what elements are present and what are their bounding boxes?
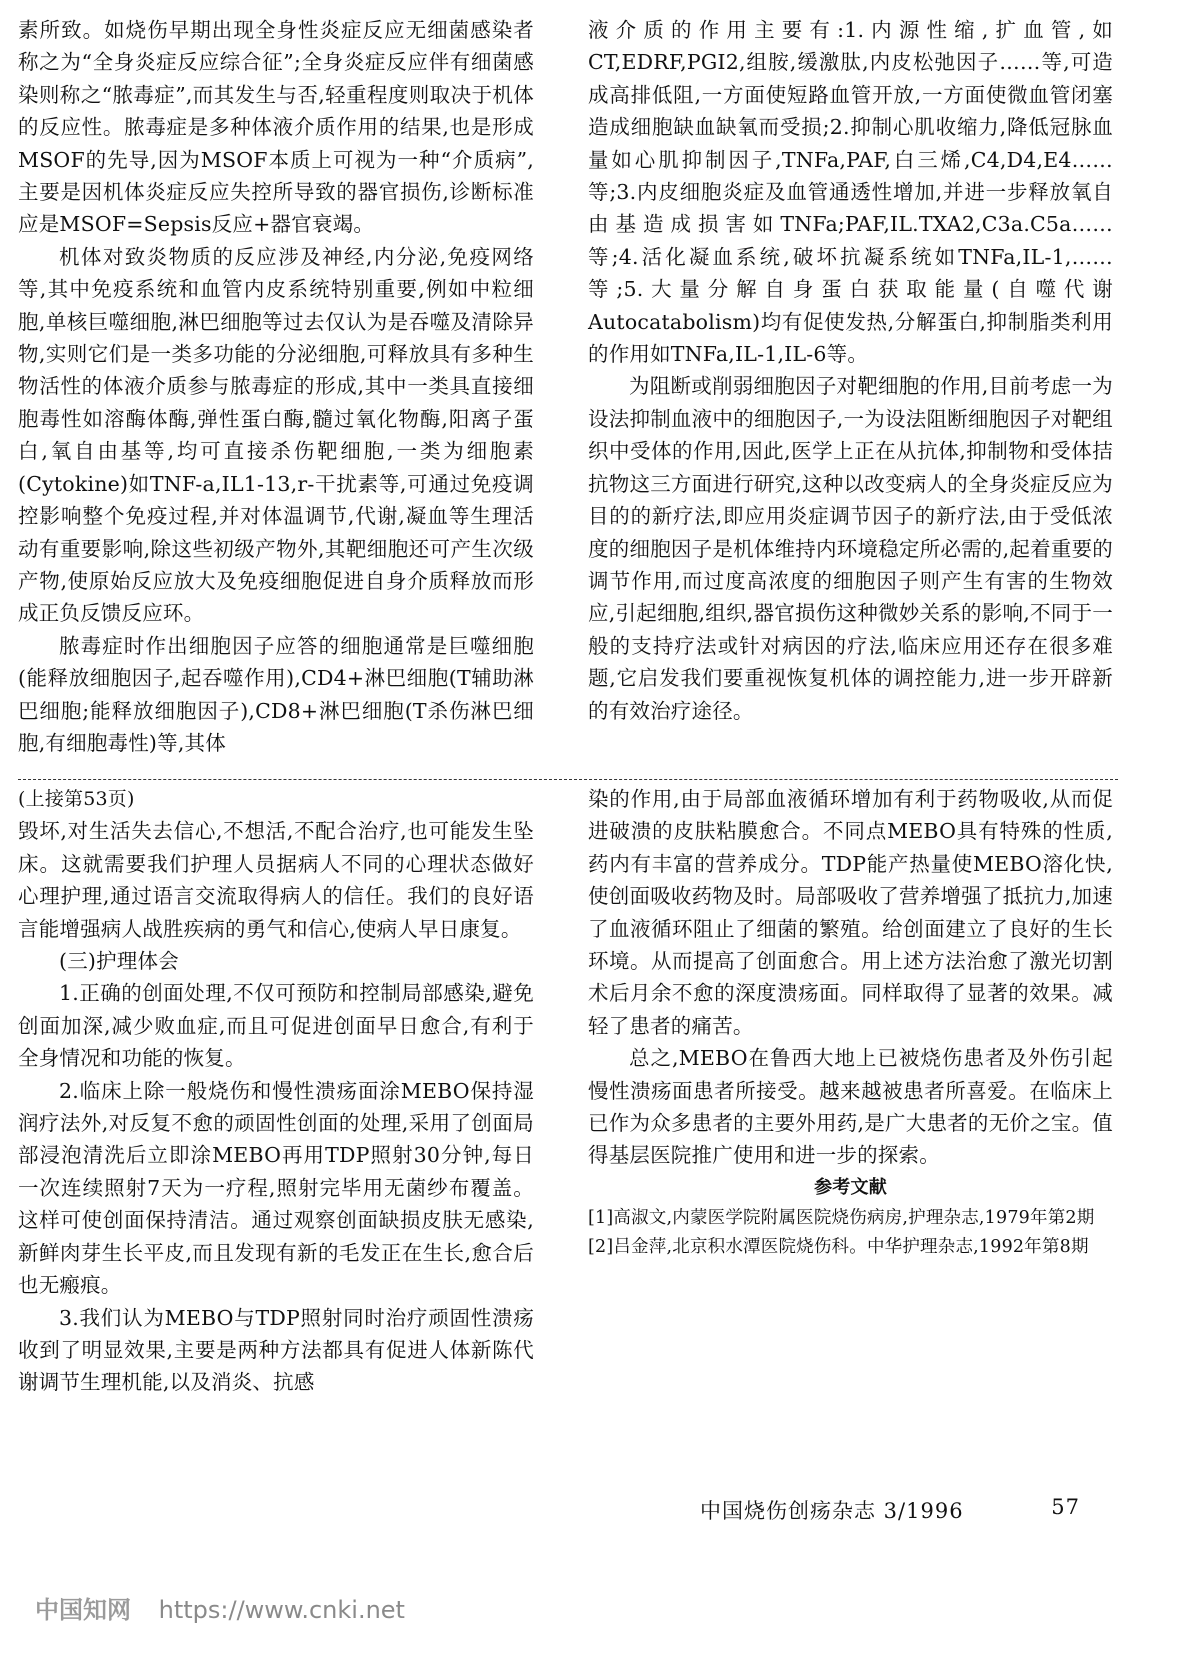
- continued-note: (上接第53页): [18, 788, 135, 810]
- top-right-column: [588, 14, 1113, 727]
- journal-name: 中国烧伤创疡杂志 3/1996: [700, 1499, 964, 1523]
- paragraph: 液介质的作用主要有:1.内源性缩,扩血管,如CT,EDRF,PGI2,组胺,缓激肽,内皮松弛因子……等,可造成高排低阻,一方面使短路血管开放,一方面使微血管闭塞造成细胞缺血缺氧而受损;2.抑制心肌收缩力,降低冠脉血量如心肌抑制因子,TNFa,PAF,白三烯,C4,D4,E4……等;3.内皮细胞炎症及血管通透性增加,并进一步释放氧自由基造成损害如TNFa;PAF,IL.TXA2,C3a.C5a……等;4.活化凝血系统,破坏抗凝系统如TNFa,IL-1,……等;5.大量分解自身蛋白获取能量(自噬代谢Autocatabolism)均有促使发热,分解蛋白,抑制脂类利用的作用如TNFa,IL-1,IL-6等。: [588, 18, 1113, 367]
- list-item: 1.正确的创面处理,不仅可预防和控制局部感染,避免创面加深,减少败血症,而且可促进创面早日愈合,有利于全身情况和功能的恢复。: [18, 981, 534, 1071]
- paragraph: 机体对致炎物质的反应涉及神经,内分泌,免疫网络等,其中免疫系统和血管内皮系统特别重要,例如中粒细胞,单核巨噬细胞,淋巴细胞等过去仅认为是吞噬及清除异物,实则它们是一类多功能的分泌细胞,可释放具有多种生物活性的体液介质参与脓毒症的形成,其中一类具直接细胞毒性如溶酶体酶,弹性蛋白酶,髓过氧化物酶,阳离子蛋白,氧自由基等,均可直接杀伤靶细胞,一类为细胞素(Cytokine)如TNF-a,IL1-13,r-干扰素等,可通过免疫调控影响整个免疫过程,并对体温调节,代谢,凝血等生理活动有重要影响,除这些初级产物外,其靶细胞还可产生次级产物,使原始反应放大及免疫细胞促进自身介质释放而形成正负反馈反应环。: [18, 244, 534, 626]
- paragraph: 脓毒症时作出细胞因子应答的细胞通常是巨噬细胞(能释放细胞因子,起吞噬作用),CD4+淋巴细胞(T辅助淋巴细胞;能释放细胞因子),CD8+淋巴细胞(T杀伤淋巴细胞,有细胞毒性)等,其体: [18, 633, 534, 755]
- bottom-left-column: [18, 783, 534, 1399]
- paragraph: 染的作用,由于局部血液循环增加有利于药物吸收,从而促进破溃的皮肤粘膜愈合。不同点MEBO具有特殊的性质,药内有丰富的营养成分。TDP能产热量使MEBO溶化快,使创面吸收药物及时。局部吸收了营养增强了抵抗力,加速了血液循环阻止了细菌的繁殖。给创面建立了良好的生长环境。从而提高了创面愈合。用上述方法治愈了激光切割术后月余不愈的深度溃疡面。同样取得了显著的效果。减轻了患者的痛苦。: [588, 787, 1113, 1038]
- section-heading: (三)护理体会: [59, 949, 179, 974]
- reference-item: [2]吕金萍,北京积水潭医院烧伤科。中华护理杂志,1992年第8期: [588, 1237, 1089, 1258]
- watermark-site-name: 中国知网: [35, 1596, 131, 1624]
- page-footer: [700, 1495, 1120, 1525]
- bottom-right-column: [588, 783, 1113, 1262]
- watermark: [35, 1590, 405, 1625]
- paragraph: 素所致。如烧伤早期出现全身性炎症反应无细菌感染者称之为“全身炎症反应综合征”;全身炎症反应伴有细菌感染则称之“脓毒症”,而其发生与否,轻重程度则取决于机体的反应性。脓毒症是多种体液介质作用的结果,也是形成MSOF的先导,因为MSOF本质上可视为一种“介质病”,主要是因机体炎症反应失控所导致的器官损伤,诊断标准应是MSOF=Sepsis反应+器官衰竭。: [18, 18, 534, 237]
- reference-item: [1]高淑文,内蒙医学院附属医院烧伤病房,护理杂志,1979年第2期: [588, 1208, 1095, 1229]
- section-divider: [18, 779, 1118, 780]
- list-item: 2.临床上除一般烧伤和慢性溃疡面涂MEBO保持湿润疗法外,对反复不愈的顽固性创面的处理,采用了创面局部浸泡清洗后立即涂MEBO再用TDP照射30分钟,每日一次连续照射7天为一疗程,照射完毕用无菌纱布覆盖。这样可使创面保持清洁。通过观察创面缺损皮肤无感染,新鲜肉芽生长平皮,而且发现有新的毛发正在生长,愈合后也无瘢痕。: [18, 1078, 534, 1298]
- paragraph: 总之,MEBO在鲁西大地上已被烧伤患者及外伤引起慢性溃疡面患者所接受。越来越被患者所喜爱。在临床上已作为众多患者的主要外用药,是广大患者的无价之宝。值得基层医院推广使用和进一步的探索。: [588, 1046, 1113, 1168]
- page-number: 57: [1051, 1495, 1080, 1519]
- top-left-column: [18, 14, 534, 759]
- references-title: 参考文献: [814, 1176, 887, 1198]
- list-item: 3.我们认为MEBO与TDP照射同时治疗顽固性溃疡收到了明显效果,主要是两种方法都具有促进人体新陈代谢调节生理机能,以及消炎、抗感: [18, 1305, 534, 1395]
- paragraph: 毁坏,对生活失去信心,不想活,不配合治疗,也可能发生坠床。这就需要我们护理人员据病人不同的心理状态做好心理护理,通过语言交流取得病人的信任。我们的良好语言能增强病人战胜疾病的勇气和信心,使病人早日康复。: [18, 819, 534, 941]
- paragraph: 为阻断或削弱细胞因子对靶细胞的作用,目前考虑一为设法抑制血液中的细胞因子,一为设法阻断细胞因子对靶组织中受体的作用,因此,医学上正在从抗体,抑制物和受体拮抗物这三方面进行研究,这种以改变病人的全身炎症反应为目的的新疗法,即应用炎症调节因子的新疗法,由于受低浓度的细胞因子是机体维持内环境稳定所必需的,起着重要的调节作用,而过度高浓度的细胞因子则产生有害的生物效应,引起细胞,组织,器官损伤这种微妙关系的影响,不同于一般的支持疗法或针对病因的疗法,临床应用还存在很多难题,它启发我们要重视恢复机体的调控能力,进一步开辟新的有效治疗途径。: [588, 374, 1113, 723]
- watermark-url: https://www.cnki.net: [158, 1596, 405, 1624]
